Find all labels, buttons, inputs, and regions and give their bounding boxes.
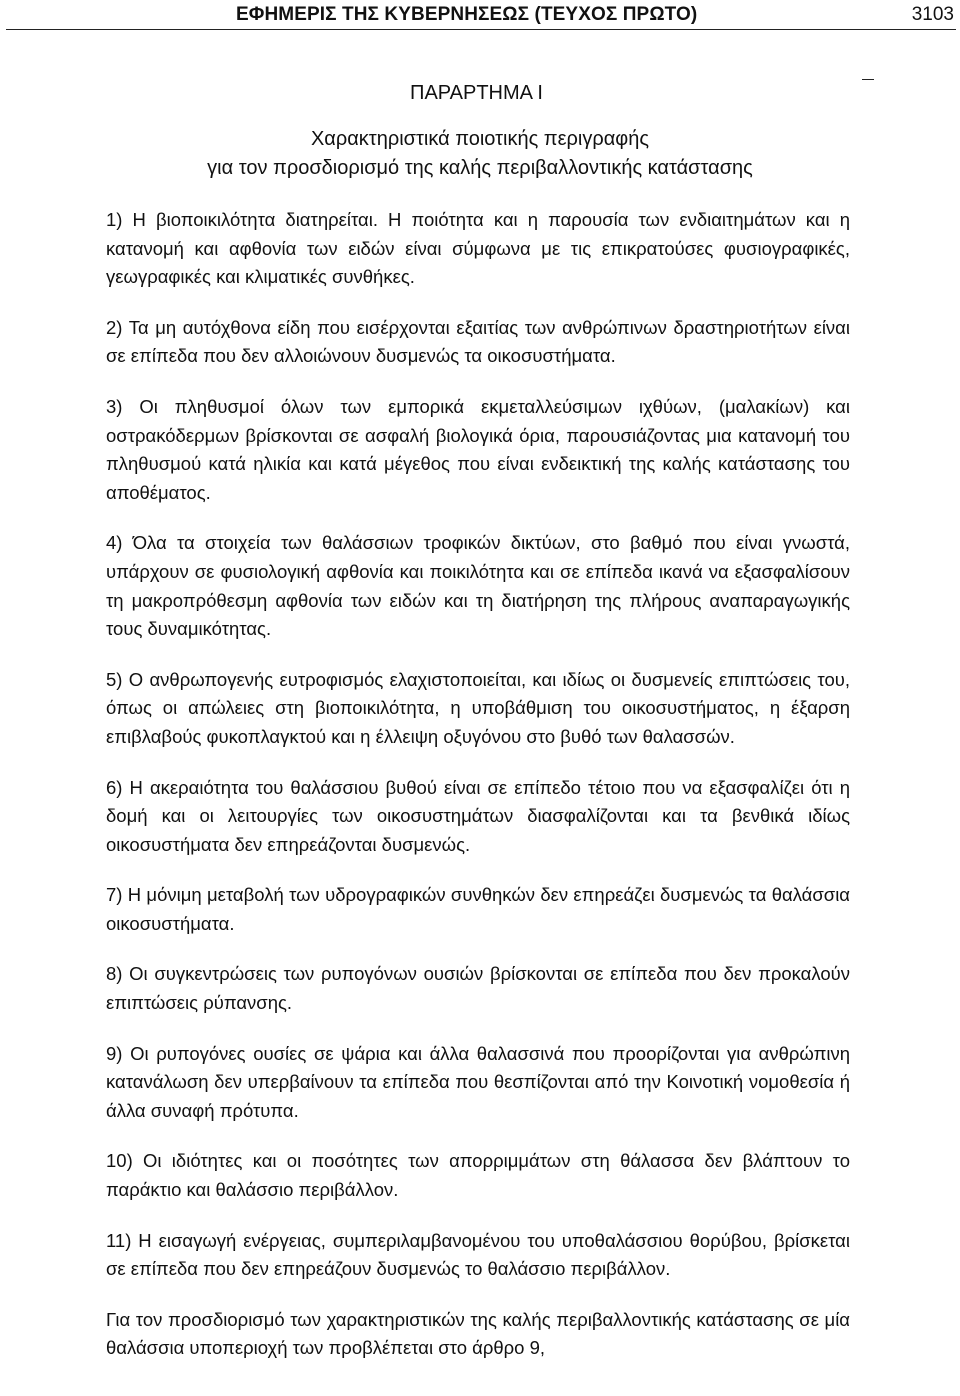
paragraph-5: 5) Ο ανθρωπογενής ευτροφισμός ελαχιστοποιείται, και ιδίως οι δυσμενείς επιπτώσεις του, όπως οι απώλειες στη βιοποικιλότητα, η υποβάθμιση του οικοσυστήματος, η έξαρση επιβλαβούς φυκοπλαγκτού και η έλλειψη οξυγόνου στο βυθό των θαλασσών. xyxy=(106,668,850,747)
paragraph-closing: Για τον προσδιορισμό των χαρακτηριστικών της καλής περιβαλλοντικής κατάστασης σε μία θαλάσσια υποπεριοχή των προβλέπεται στο άρθρο 9, xyxy=(106,1308,850,1359)
paragraph-8: 8) Οι συγκεντρώσεις των ρυπογόνων ουσιών βρίσκονται σε επίπεδα που δεν προκαλούν επιπτώσεις ρύπανσης. xyxy=(106,963,850,1014)
paragraph-11: 11) Η εισαγωγή ενέργειας, συμπεριλαμβανομένου του υποθαλάσσιου θορύβου, βρίσκεται σε επίπεδα που δεν επηρεάζουν δυσμενώς το θαλάσσιο περιβάλλον. xyxy=(106,1229,850,1280)
page-header xyxy=(0,0,960,30)
paragraph-7: 7) Η μόνιμη μεταβολή των υδρογραφικών συνθηκών δεν επηρεάζει δυσμενώς τα θαλάσσια οικοσυστήματα. xyxy=(106,884,850,934)
paragraph-9: 9) Οι ρυπογόνες ουσίες σε ψάρια και άλλα θαλασσινά που προορίζονται για ανθρώπινη κατανάλωση δεν υπερβαίνουν τα επίπεδα που θεσπίζονται από την Κοινοτική νομοθεσία ή άλλα συναφή πρότυπα. xyxy=(106,1042,850,1121)
annex-subtitle-line2: για τον προσδιορισμό της καλής περιβαλλοντικής κατάστασης xyxy=(207,157,753,179)
paragraph-6: 6) Η ακεραιότητα του θαλάσσιου βυθού είναι σε επίπεδο τέτοιο που να εξασφαλίζει ότι η δομή και οι λειτουργίες των οικοσυστημάτων διασφαλίζονται και τα βενθικά ιδίως οικοσυστήματα δεν επηρεάζονται δυσμενώς. xyxy=(106,776,850,855)
gazette-title: ΕΦΗΜΕΡΙΣ ΤΗΣ ΚΥΒΕΡΝΗΣΕΩΣ (ΤΕΥΧΟΣ ΠΡΩΤΟ) xyxy=(236,4,698,25)
page-number: 3103 xyxy=(911,4,954,25)
paragraph-1: 1) Η βιοποικιλότητα διατηρείται. Η ποιότητα και η παρουσία των ενδιαιτημάτων και η κατανομή και αφθονία των ειδών είναι σύμφωνα με τις επικρατούσες φυσιογραφικές, γεωγραφικές και κλιματικές συνθήκες. xyxy=(106,209,850,288)
paragraph-4: 4) Όλα τα στοιχεία των θαλάσσιων τροφικών δικτύων, στο βαθμό που είναι γνωστά, υπάρχουν σε φυσιολογική αφθονία και ποικιλότητα και σε επίπεδα ικανά να εξασφαλίσουν τη μακροπρόθεσμη αφθονία των ειδών και τη διατήρηση της πλήρους αναπαραγωγικής τους δυναμικότητας. xyxy=(106,532,850,640)
paragraph-2: 2) Τα μη αυτόχθονα είδη που εισέρχονται εξαιτίας των ανθρώπινων δραστηριοτήτων είναι σε επίπεδα που δεν αλλοιώνουν δυσμενώς τα οικοσυστήματα. xyxy=(106,316,850,367)
margin-mark xyxy=(862,79,874,80)
header-rule xyxy=(6,29,956,30)
paragraph-10: 10) Οι ιδιότητες και οι ποσότητες των απορριμμάτων στη θάλασσα δεν βλάπτουν το παράκτιο και θαλάσσιο περιβάλλον. xyxy=(106,1150,850,1201)
document-body xyxy=(106,206,850,1385)
paragraph-3: 3) Οι πληθυσμοί όλων των εμπορικά εκμεταλλεύσιμων ιχθύων, (μαλακίων) και οστρακόδερμων βρίσκονται σε ασφαλή βιολογικά όρια, παρουσιάζοντας μια κατανομή του πληθυσμού κατά ηλικία και κατά μέγεθος που είναι ενδεικτική της καλής κατάστασης του αποθέματος. xyxy=(106,395,850,503)
annex-title: ΠΑΡΑΡΤΗΜΑ Ι xyxy=(410,82,543,104)
annex-subtitle-line1: Χαρακτηριστικά ποιοτικής περιγραφής xyxy=(310,128,650,150)
